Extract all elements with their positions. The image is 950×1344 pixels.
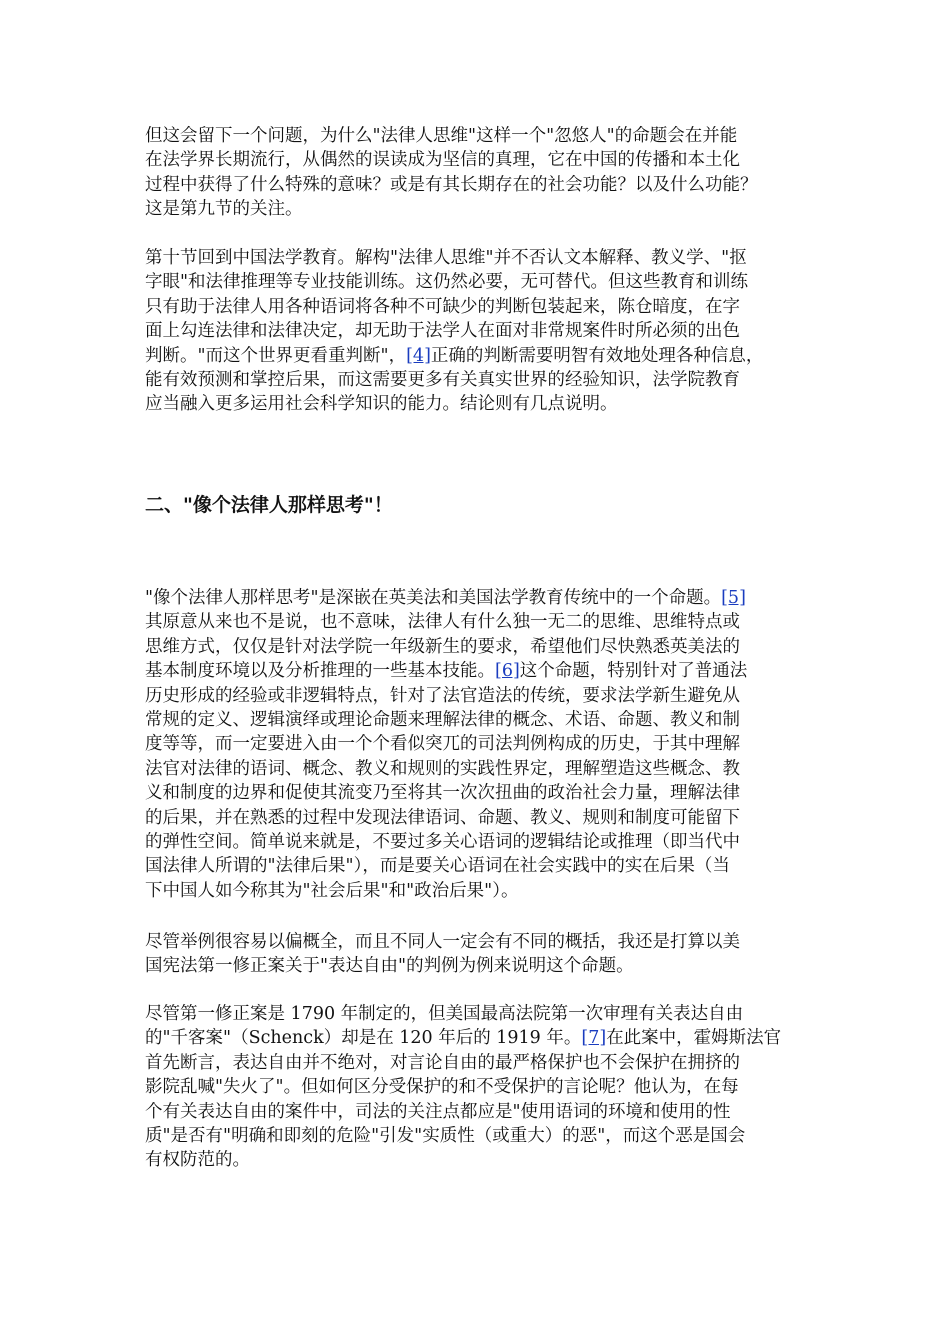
text-line <box>145 781 825 805</box>
text-segment: 判断。"而这个世界更看重判断"， <box>145 345 407 366</box>
text-segment: 尽管第一修正案是 1790 年制定的，但美国最高法院第一次审理有关表达自由 <box>145 1004 744 1024</box>
text-line <box>145 368 825 392</box>
text-segment: 常规的定义、逻辑演绎或理论命题来理解法律的概念、术语、命题、教义和制 <box>145 710 740 731</box>
text-segment: 国法律人所谓的"法律后果"），而是要关心语词在社会实践中的实在后果（当 <box>145 856 730 877</box>
text-segment: 首先断言，表达自由并不绝对，对言论自由的最严格保护也不会保护在拥挤的 <box>145 1052 740 1073</box>
text-line <box>145 830 825 854</box>
text-segment: 历史形成的经验或非逻辑特点，针对了法官造法的传统，要求法学新生避免从 <box>145 685 740 706</box>
text-line <box>145 1075 825 1099</box>
text-segment: 影院乱喊"失火了"。但如何区分受保护的和不受保护的言论呢？他认为，在每 <box>145 1077 739 1098</box>
text-line <box>145 173 825 197</box>
text-line <box>145 246 825 270</box>
paragraph-1 <box>145 124 825 222</box>
footnote-reference-link[interactable]: [4] <box>406 345 431 366</box>
text-segment: 过程中获得了什么特殊的意味？或是有其长期存在的社会功能？以及什么功能？ <box>145 174 758 195</box>
text-segment: 其原意从来也不是说，也不意味，法律人有什么独一无二的思维、思维特点或 <box>145 612 740 633</box>
section-heading: 二、"像个法律人那样思考"！ <box>145 494 393 516</box>
text-segment: 质"是否有"明确和即刻的危险"引发"实质性（或重大）的恶"，而这个恶是国会 <box>145 1126 746 1147</box>
text-line <box>145 295 825 319</box>
text-line <box>145 270 825 294</box>
text-line <box>145 732 825 756</box>
text-segment: 有权防范的。 <box>145 1150 250 1171</box>
text-segment: 的"千客案"（Schenck）却是在 120 年后的 1919 年。 <box>145 1028 582 1049</box>
text-line <box>145 708 825 732</box>
text-line <box>145 684 825 708</box>
text-segment: 在法学界长期流行，从偶然的误读成为坚信的真理，它在中国的传播和本土化 <box>145 150 740 171</box>
text-segment: 基本制度环境以及分析推理的一些基本技能。 <box>145 661 495 682</box>
footnote-reference-link[interactable]: [7] <box>581 1028 607 1049</box>
text-segment: 思维方式，仅仅是针对法学院一年级新生的要求，希望他们尽快熟悉英美法的 <box>145 636 740 657</box>
text-segment: 尽管举例很容易以偏概全，而且不同人一定会有不同的概括，我还是打算以美 <box>145 932 740 952</box>
text-segment: 第十节回到中国法学教育。解构"法律人思维"并不否认文本解释、教义学、"抠 <box>145 248 747 268</box>
text-line <box>145 586 825 610</box>
text-line <box>145 1026 825 1050</box>
text-line <box>145 124 825 148</box>
text-line <box>145 319 825 343</box>
text-segment: 个有关表达自由的案件中，司法的关注点都应是"使用语词的环境和使用的性 <box>145 1101 731 1122</box>
footnote-reference-link[interactable]: [5] <box>721 588 746 608</box>
text-line <box>145 1124 825 1148</box>
text-line <box>145 344 825 368</box>
text-segment: 应当融入更多运用社会科学知识的能力。结论则有几点说明。 <box>145 394 618 415</box>
text-segment: 度等等，而一定要进入由一个个看似突兀的司法判例构成的历史，于其中理解 <box>145 734 740 755</box>
text-line <box>145 148 825 172</box>
text-line <box>145 1148 825 1172</box>
paragraph-5 <box>145 1002 825 1173</box>
footnote-reference-link[interactable]: [6] <box>495 661 520 682</box>
paragraph-3 <box>145 586 825 903</box>
text-segment: 这个命题，特别针对了普通法 <box>519 661 748 682</box>
text-segment: 这是第九节的关注。 <box>145 199 303 220</box>
text-line <box>145 806 825 830</box>
text-segment: 面上勾连法律和法律决定，却无助于法学人在面对非常规案件时所必须的出色 <box>145 321 740 342</box>
text-line <box>145 930 825 954</box>
text-segment: 字眼"和法律推理等专业技能训练。这仍然必要，无可替代。但这些教育和训练 <box>145 272 749 293</box>
text-line <box>145 1051 825 1075</box>
text-segment: 国宪法第一修正案关于"表达自由"的判例为例来说明这个命题。 <box>145 956 634 977</box>
text-segment: 能有效预测和掌控后果，而这需要更多有关真实世界的经验知识，法学院教育 <box>145 370 740 391</box>
text-segment: 的后果，并在熟悉的过程中发现法律语词、命题、教义、规则和制度可能留下 <box>145 807 740 828</box>
text-line <box>145 197 825 221</box>
paragraph-4 <box>145 930 825 979</box>
text-line <box>145 757 825 781</box>
text-segment: 但这会留下一个问题，为什么"法律人思维"这样一个"忽悠人"的命题会在并能 <box>145 126 738 146</box>
paragraph-2 <box>145 246 825 417</box>
text-segment: 义和制度的边界和促使其流变乃至将其一次次扭曲的政治社会力量，理解法律 <box>145 783 740 804</box>
text-line <box>145 392 825 416</box>
text-segment: 正确的判断需要明智有效地处理各种信息， <box>430 345 764 366</box>
text-segment: 下中国人如今称其为"社会后果"和"政治后果"）。 <box>145 880 519 901</box>
text-segment: 的弹性空间。简单说来就是，不要过多关心语词的逻辑结论或推理（即当代中 <box>145 832 740 853</box>
text-segment: 只有助于法律人用各种语词将各种不可缺少的判断包装起来，陈仓暗度，在字 <box>145 296 740 317</box>
text-line <box>145 879 825 903</box>
text-line <box>145 954 825 978</box>
text-line <box>145 1002 825 1026</box>
text-segment: 法官对法律的语词、概念、教义和规则的实践性界定，理解塑造这些概念、教 <box>145 758 740 779</box>
text-line <box>145 854 825 878</box>
text-line <box>145 635 825 659</box>
text-segment: 在此案中，霍姆斯法官 <box>606 1028 782 1049</box>
text-line <box>145 659 825 683</box>
text-line <box>145 610 825 634</box>
text-segment: "像个法律人那样思考"是深嵌在英美法和美国法学教育传统中的一个命题。 <box>145 588 722 608</box>
text-line <box>145 1100 825 1124</box>
